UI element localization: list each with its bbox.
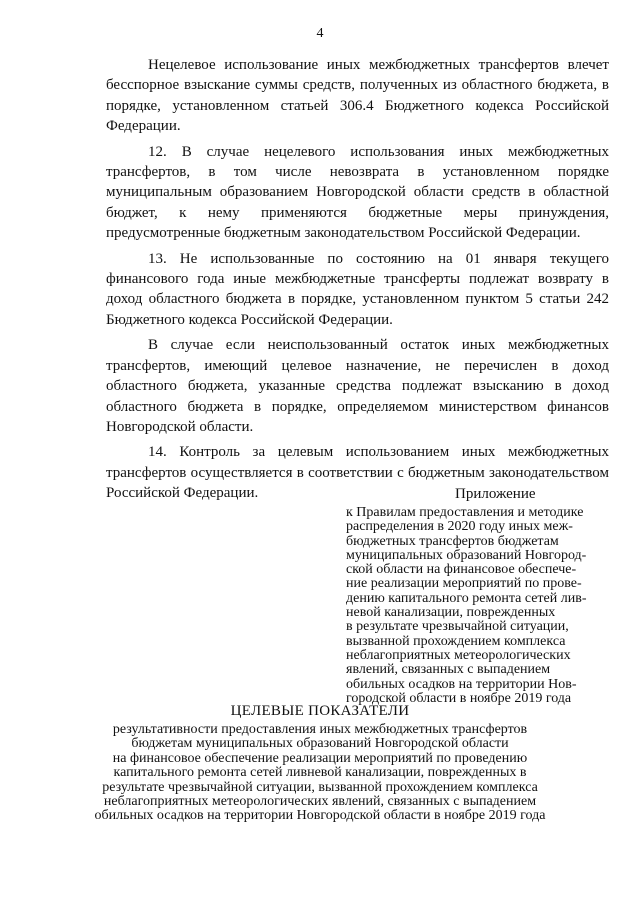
appendix-title: Приложение	[455, 486, 536, 502]
appendix-line: вызванной прохождением комплекса	[346, 633, 566, 649]
appendix-line: невой канализации, поврежденных	[346, 605, 556, 621]
appendix-line: обильных осадков на территории Нов-	[346, 676, 577, 692]
appendix-line: неблагоприятных метеорологических	[346, 647, 571, 663]
appendix-line: дению капитального ремонта сетей лив-	[346, 590, 587, 606]
paragraph-12: 12. В случае нецелевого использования иных межбюджетных трансфертов, в том числе невозврата в установленном порядке муниципальным образованием Новгородской области средств в областной бюджет, к нему применяются бюджетные меры принуждения, предусмотренные бюджетным законодательством Российской Федерации.	[106, 143, 609, 242]
subheading-line: капитального ремонта сетей ливневой канализации, поврежденных в	[113, 765, 527, 781]
appendix-line: в результате чрезвычайной ситуации,	[346, 619, 569, 635]
section-heading: ЦЕЛЕВЫЕ ПОКАЗАТЕЛИ	[230, 703, 410, 719]
appendix-line: муниципальных образований Новгород-	[346, 547, 587, 563]
subheading-line: результате чрезвычайной ситуации, вызванной прохождением комплекса	[102, 779, 538, 795]
appendix-line: ние реализации мероприятий по прове-	[346, 576, 582, 592]
subheading-line: результативности предоставления иных межбюджетных трансфертов	[112, 722, 528, 737]
subheading-line: на финансовое обеспечение реализации мероприятий по проведению	[112, 750, 528, 766]
appendix-line: к Правилам предоставления и методике	[346, 505, 584, 520]
appendix-line: бюджетных трансфертов бюджетам	[346, 533, 559, 549]
section-subheading	[0, 723, 640, 824]
paragraph-14: 14. Контроль за целевым использованием иных межбюджетных трансфертов осуществляется в соответствии с бюджетным законодательством Российской Федерации.	[106, 444, 609, 502]
subheading-line: бюджетам муниципальных образований Новгородской области	[131, 736, 509, 752]
paragraph: В случае если неиспользованный остаток иных межбюджетных трансфертов, имеющий целевое назначение, не перечислен в доход областного бюджета, указанные средства подлежат взысканию в доход областного бюджета в порядке, определяемом министерством финансов Новгородской области.	[106, 337, 609, 435]
subheading-line: обильных осадков на территории Новгородской области в ноябре 2019 года	[94, 808, 546, 824]
appendix-line: городской области в ноябре 2019 года	[346, 690, 572, 706]
subheading-line: неблагоприятных метеорологических явлений, связанных с выпадением	[103, 794, 537, 810]
appendix-note	[346, 506, 610, 706]
body-text	[106, 55, 609, 509]
appendix-line: ской области на финансовое обеспече-	[346, 562, 577, 578]
page-number: 4	[316, 26, 324, 41]
paragraph-13: 13. Не использованные по состоянию на 01 января текущего финансового года иные межбюджетные трансферты подлежат возврату в доход областного бюджета в порядке, установленном пунктом 5 статьи 242 Бюджетного кодекса Российской Федерации.	[106, 250, 609, 328]
appendix-line: явлений, связанных с выпадением	[346, 662, 551, 678]
paragraph: Нецелевое использование иных межбюджетных трансфертов влечет бесспорное взыскание суммы средств, полученных из областного бюджета, в порядке, установленном статьей 306.4 Бюджетного кодекса Российской Федерации.	[106, 57, 609, 135]
appendix-line: распределения в 2020 году иных меж-	[346, 519, 573, 535]
